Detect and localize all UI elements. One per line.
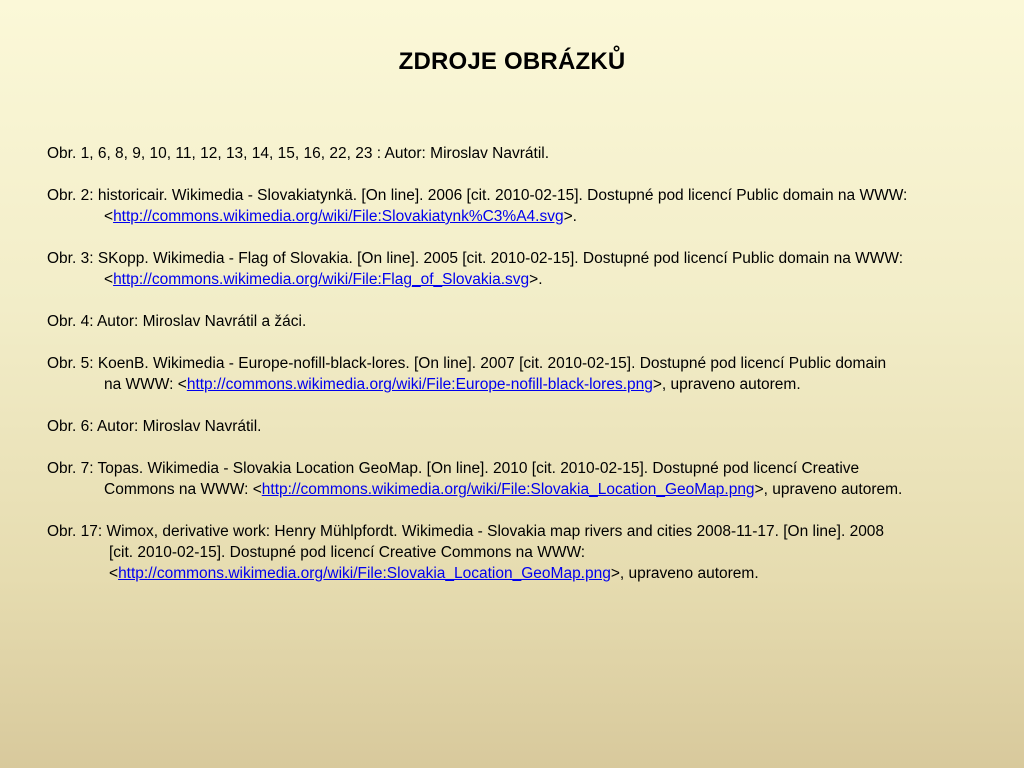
source-link[interactable]: http://commons.wikimedia.org/wiki/File:Europe-nofill-black-lores.png: [186, 376, 653, 393]
source-link[interactable]: http://commons.wikimedia.org/wiki/File:Slovakia_Location_GeoMap.png: [118, 565, 611, 582]
source-entry-link-line: [47, 479, 1007, 500]
source-link[interactable]: http://commons.wikimedia.org/wiki/File:Flag_of_Slovakia.svg: [113, 271, 530, 288]
source-entry-link-line: [47, 374, 1007, 395]
source-entry-5: [47, 353, 1007, 395]
image-sources-list: [47, 143, 1007, 605]
source-entry-6: [47, 416, 1007, 437]
source-entry-4: [47, 311, 1007, 332]
source-entry-text: Obr. 5: KoenB. Wikimedia - Europe-nofill-black-lores. [On line]. 2007 [cit. 2010-02-15]. Dostupné pod licencí Public domain: [47, 355, 887, 372]
source-link[interactable]: http://commons.wikimedia.org/wiki/File:Slovakiatynk%C3%A4.svg: [113, 208, 564, 225]
page-title: ZDROJE OBRÁZKŮ: [398, 48, 626, 75]
link-prefix: <: [104, 208, 114, 225]
source-entry-text: Obr. 2: historicair. Wikimedia - Slovakiatynkä. [On line]. 2006 [cit. 2010-02-15]. Dostupné pod licencí Public domain na WWW:: [47, 187, 908, 204]
link-prefix: <: [104, 271, 114, 288]
link-suffix: >.: [529, 271, 543, 288]
source-entry-3: [47, 248, 1007, 290]
source-entry-text: Obr. 1, 6, 8, 9, 10, 11, 12, 13, 14, 15, 16, 22, 23 : Autor: Miroslav Navrátil.: [47, 145, 550, 162]
link-prefix: <: [109, 565, 119, 582]
source-entry-1: [47, 143, 1007, 164]
source-entry-link-line: [47, 563, 1007, 584]
source-entry-text: Obr. 6: Autor: Miroslav Navrátil.: [47, 418, 262, 435]
source-entry-text: Obr. 4: Autor: Miroslav Navrátil a žáci.: [47, 313, 307, 330]
link-prefix: na WWW: <: [104, 376, 187, 393]
source-entry-text: Obr. 17: Wimox, derivative work: Henry Mühlpfordt. Wikimedia - Slovakia map rivers and cities 2008-11-17. [On line]. 2008: [47, 523, 885, 540]
link-suffix: >, upraveno autorem.: [754, 481, 903, 498]
source-entry-7: [47, 458, 1007, 500]
source-entry-2: [47, 185, 1007, 227]
link-suffix: >, upraveno autorem.: [610, 565, 759, 582]
source-entry-8: [47, 521, 1007, 584]
source-entry-link-line: [47, 206, 1007, 227]
source-entry-text: Obr. 7: Topas. Wikimedia - Slovakia Location GeoMap. [On line]. 2010 [cit. 2010-02-15]. Dostupné pod licencí Creative: [47, 460, 860, 477]
source-entry-link-line: [47, 269, 1007, 290]
source-link[interactable]: http://commons.wikimedia.org/wiki/File:Slovakia_Location_GeoMap.png: [261, 481, 755, 498]
link-prefix: Commons na WWW: <: [104, 481, 262, 498]
link-suffix: >.: [563, 208, 577, 225]
link-suffix: >, upraveno autorem.: [652, 376, 801, 393]
source-entry-text-continued: [cit. 2010-02-15]. Dostupné pod licencí Creative Commons na WWW:: [109, 544, 586, 561]
source-entry-text: Obr. 3: SKopp. Wikimedia - Flag of Slovakia. [On line]. 2005 [cit. 2010-02-15]. Dostupné pod licencí Public domain na WWW:: [47, 250, 904, 267]
